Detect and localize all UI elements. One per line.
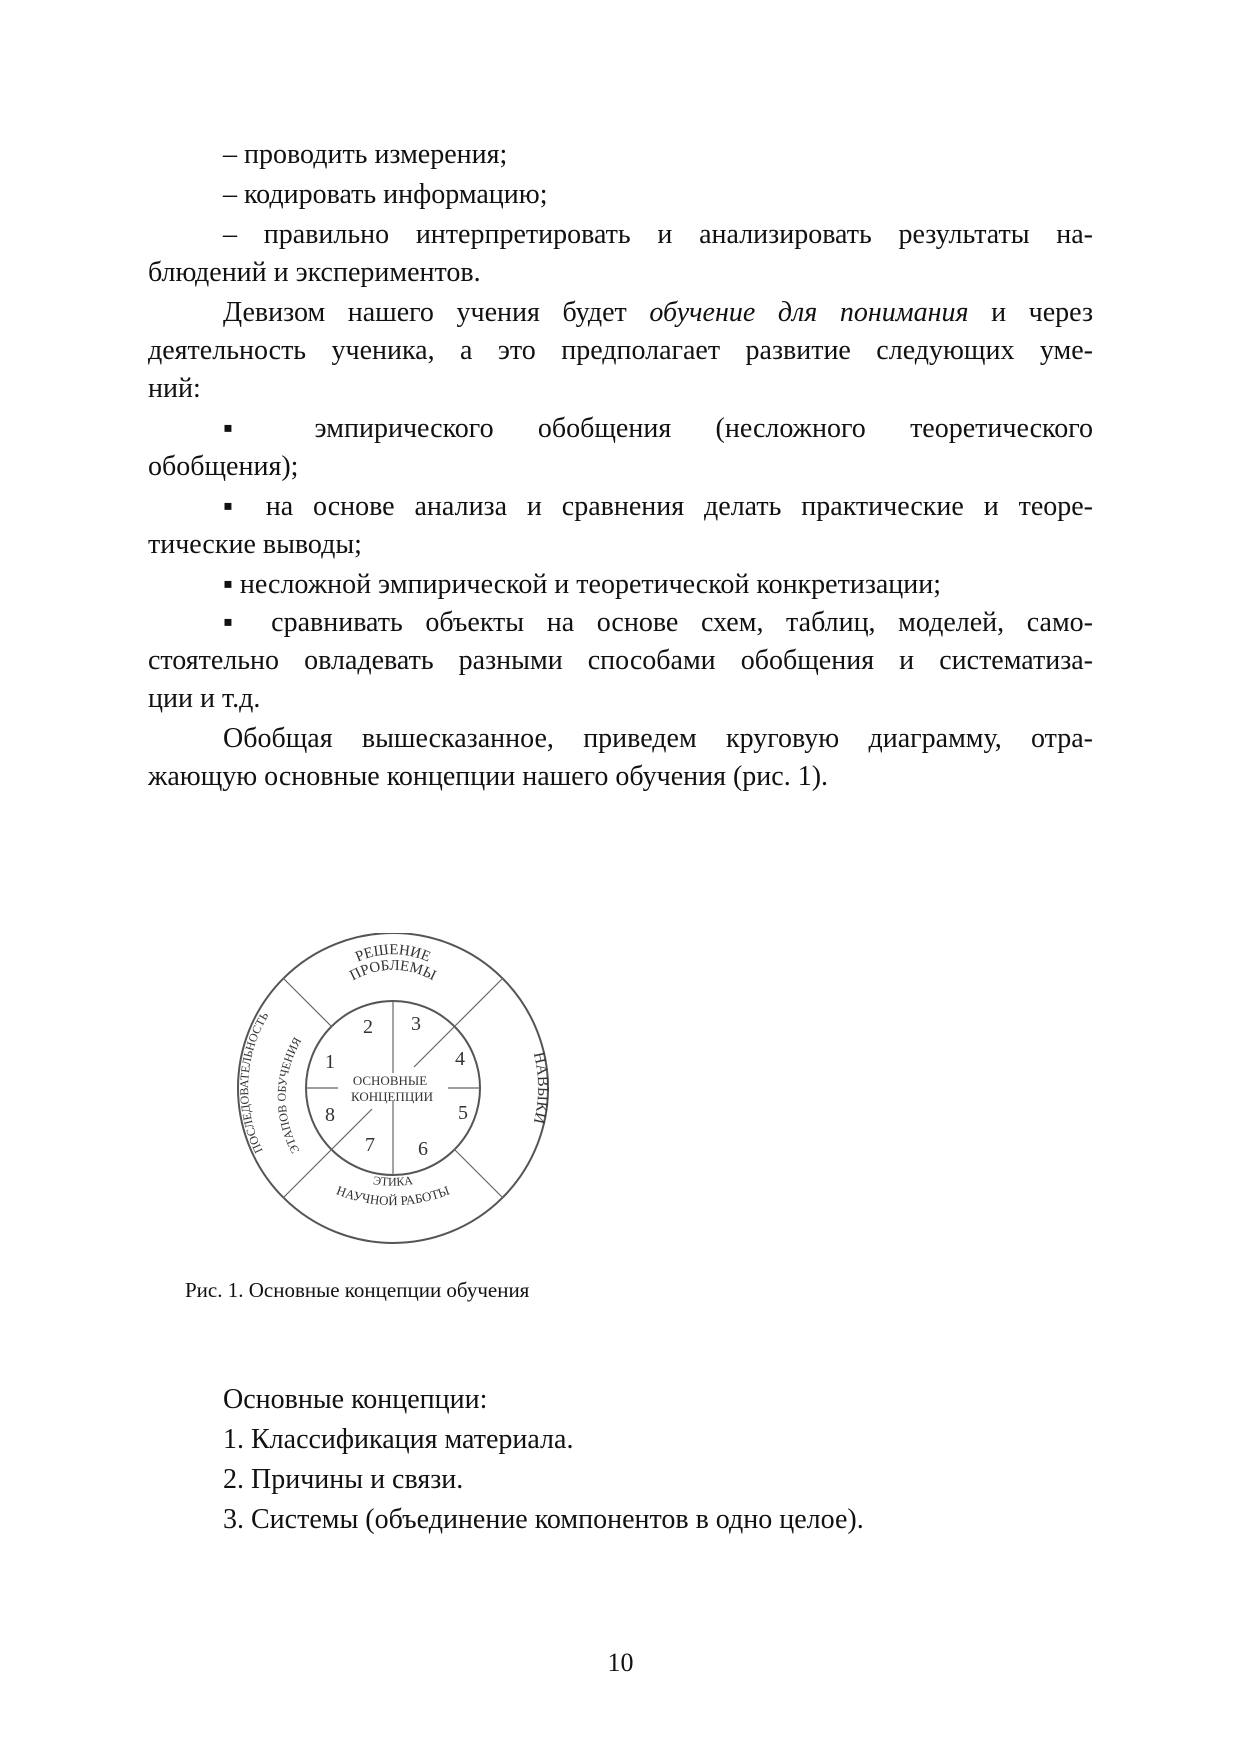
left-label-line-1-path: ПОСЛЕДОВАТЕЛЬНОСТЬ	[237, 1009, 272, 1156]
paragraph-1-line-3: ний:	[148, 373, 201, 404]
paragraph-1-line-1	[223, 296, 1093, 330]
list-heading: Основные концепции:	[223, 1384, 488, 1415]
bullet-1-line-2: обобщения);	[148, 451, 299, 482]
bottom-label-line-2-path: НАУЧНОЙ РАБОТЫ	[334, 1182, 452, 1209]
segment-number-7: 7	[365, 1134, 375, 1156]
paragraph-1-line-2: деятельность ученика, а это предполагает развитие следующих уме-	[148, 335, 1093, 366]
divider-nw	[283, 978, 332, 1027]
center-label-line-2: КОНЦЕПЦИИ	[350, 1089, 434, 1104]
dash-item-2: – кодировать информацию;	[223, 179, 548, 210]
left-label-line-2	[275, 1035, 305, 1156]
bullet-4-line-3: ции и т.д.	[148, 683, 261, 714]
page-number: 10	[607, 1648, 634, 1677]
bullet-1-line-1: ▪ эмпирического обобщения (несложного теоретического	[223, 413, 1093, 444]
bottom-label-line-1-path: ЭТИКА	[372, 1173, 414, 1189]
left-label-line-1	[237, 1009, 271, 1155]
dash-item-3-line-1: – правильно интерпретировать и анализировать результаты на-	[223, 219, 1093, 250]
segment-number-1: 1	[325, 1051, 335, 1073]
segment-number-4: 4	[455, 1048, 465, 1070]
bullet-4-line-2: стоятельно овладевать разными способами обобщения и систематиза-	[148, 645, 1093, 676]
paragraph-2-line-1: Обобщая вышесказанное, приведем круговую диаграмму, отра-	[223, 723, 1093, 754]
segment-number-2: 2	[363, 1016, 373, 1038]
paragraph-1-text-a: Девизом нашего учения будет	[223, 297, 650, 328]
center-label-line-1: ОСНОВНЫЕ	[352, 1073, 428, 1088]
bullet-2-line-2: тические выводы;	[148, 529, 362, 560]
segment-number-3: 3	[411, 1013, 421, 1035]
dash-item-1: – проводить измерения;	[223, 139, 508, 170]
paragraph-2-line-2: жающую основные концепции нашего обучения (рис. 1).	[148, 761, 829, 792]
bullet-2-line-1: ▪ на основе анализа и сравнения делать практические и теоре-	[223, 491, 1093, 522]
segment-number-5: 5	[458, 1102, 468, 1124]
bullet-3-line-1: ▪ несложной эмпирической и теоретической конкретизации;	[223, 569, 942, 600]
segment-number-6: 6	[418, 1138, 428, 1160]
divider-ne	[454, 978, 503, 1027]
divider-se	[454, 1149, 503, 1198]
dash-item-3-line-2: блюдений и экспериментов.	[148, 257, 481, 288]
divider-sw	[283, 1149, 332, 1198]
list-item: 2. Причины и связи.	[223, 1464, 464, 1495]
right-label-path: НАВЫКИ	[529, 1050, 552, 1126]
right-label	[530, 1051, 552, 1126]
top-label-line-1-path: РЕШЕНИЕ	[353, 942, 433, 966]
segment-number-8: 8	[325, 1104, 335, 1126]
list-item: 1. Классификация материала.	[223, 1424, 574, 1455]
concepts-circle-diagram	[218, 933, 568, 1253]
paragraph-1-emphasis: обучение для понимания	[649, 297, 969, 328]
left-label-line-2-path: ЭТАПОВ ОБУЧЕНИЯ	[274, 1034, 305, 1156]
bottom-label-line-1	[372, 1173, 414, 1189]
paragraph-1-text-b: и через	[968, 297, 1093, 328]
list-item: 3. Системы (объединение компонентов в одно целое).	[223, 1504, 864, 1535]
top-label-line-2-path: ПРОБЛЕМЫ	[347, 957, 439, 985]
figure-caption: Рис. 1. Основные концепции обучения	[185, 1278, 530, 1302]
bullet-4-line-1: ▪ сравнивать объекты на основе схем, таблиц, моделей, само-	[223, 607, 1093, 638]
